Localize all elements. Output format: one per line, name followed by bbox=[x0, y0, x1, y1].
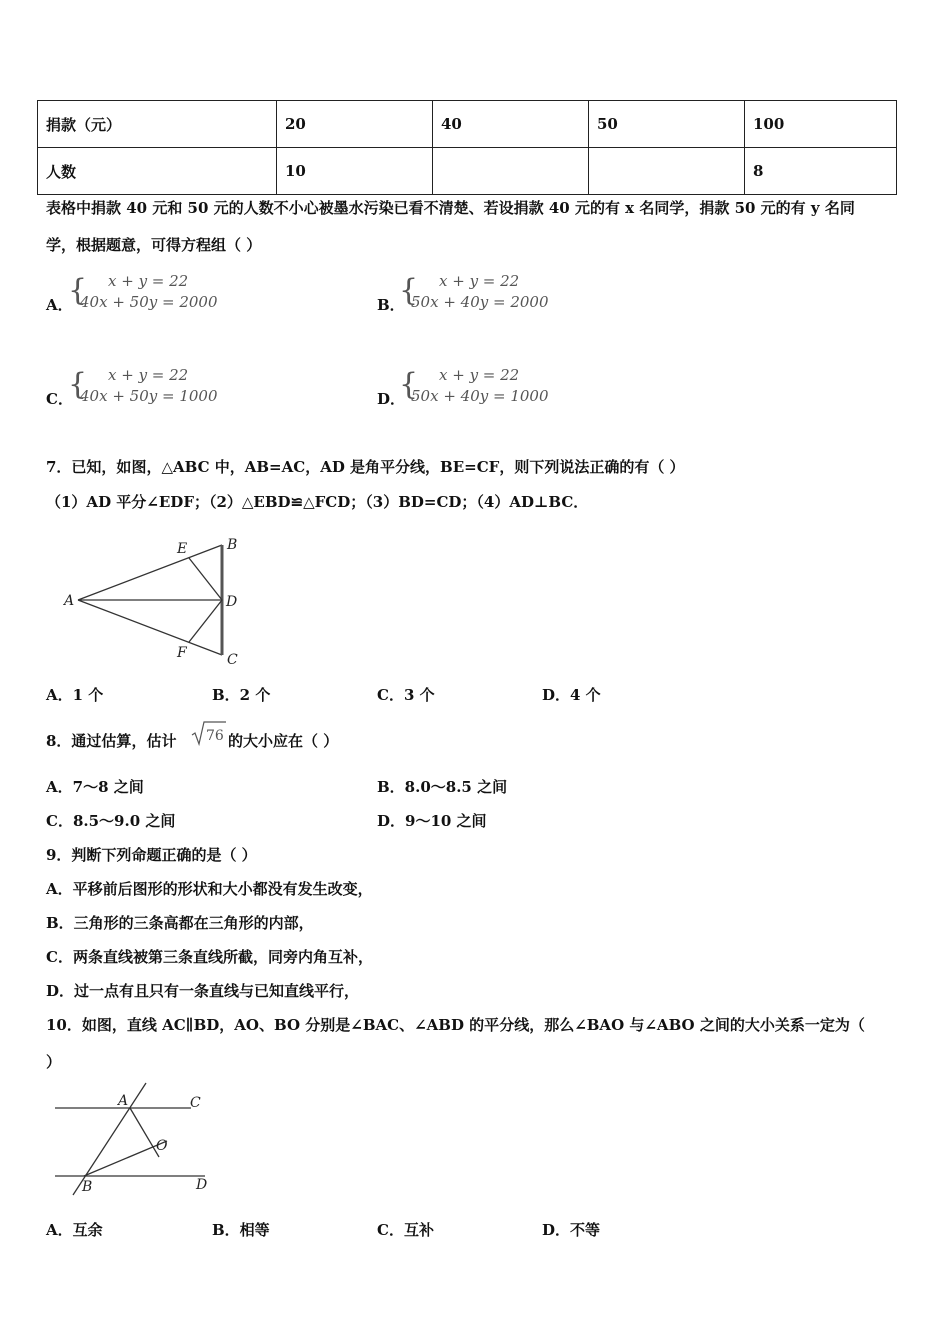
table-cell: 40 bbox=[433, 101, 589, 148]
q6-option-a-eq2: 40x + 50y = 2000 bbox=[80, 293, 218, 311]
q6-option-c-eq1: x + y = 22 bbox=[108, 366, 189, 384]
q6-option-b-eq2: 50x + 40y = 2000 bbox=[411, 293, 549, 311]
label-e: E bbox=[177, 541, 188, 557]
radicand: 76 bbox=[206, 728, 224, 744]
q10-option-c: C．互补 bbox=[377, 1221, 434, 1239]
brace-icon: { bbox=[68, 367, 88, 402]
q8-option-c: C．8.5～9.0 之间 bbox=[46, 812, 176, 830]
q6-stem-line2: 学，根据题意，可得方程组（ ） bbox=[46, 236, 262, 254]
q7-option-c: C．3 个 bbox=[377, 686, 435, 704]
q9-option-a: A．平移前后图形的形状和大小都没有发生改变， bbox=[46, 880, 373, 898]
q9-option-b: B．三角形的三条高都在三角形的内部， bbox=[46, 914, 314, 932]
q6-option-d-eq2: 50x + 40y = 1000 bbox=[411, 387, 549, 405]
q6-option-b-label: B． bbox=[377, 296, 405, 314]
label-d: D bbox=[226, 594, 238, 610]
q10-option-d: D．不等 bbox=[542, 1221, 601, 1239]
q6-option-b-eq1: x + y = 22 bbox=[439, 272, 520, 290]
q10-stem-line1: 10．如图，直线 AC∥BD，AO、BO 分别是∠BAC、∠ABD 的平分线，那么∠BAO 与∠ABO 之间的大小关系一定为（ bbox=[46, 1016, 865, 1034]
q7-option-d: D．4 个 bbox=[542, 686, 601, 704]
table-cell bbox=[433, 148, 589, 195]
table-cell: 捐款（元） bbox=[38, 101, 277, 148]
q10-option-a: A．互余 bbox=[46, 1221, 103, 1239]
q7-statements: （1）AD 平分∠EDF；（2）△EBD≌△FCD；（3）BD=CD；（4）AD⊥BC． bbox=[46, 493, 589, 511]
q6-option-d-label: D． bbox=[377, 390, 406, 408]
label-o: O bbox=[156, 1138, 168, 1154]
q6-option-c-eq2: 40x + 50y = 1000 bbox=[80, 387, 218, 405]
label-c: C bbox=[190, 1095, 201, 1111]
table-cell: 100 bbox=[745, 101, 897, 148]
label-a: A bbox=[118, 1093, 129, 1109]
table-row bbox=[38, 148, 897, 195]
table-cell: 人数 bbox=[38, 148, 277, 195]
q10-parallel-lines-figure bbox=[45, 1078, 220, 1203]
q8-option-a: A．7～8 之间 bbox=[46, 778, 144, 796]
label-c: C bbox=[227, 652, 238, 668]
label-b: B bbox=[82, 1179, 93, 1195]
sqrt-icon bbox=[191, 720, 227, 748]
q8-option-d: D．9～10 之间 bbox=[377, 812, 487, 830]
label-a: A bbox=[64, 593, 75, 609]
q7-option-a: A．1 个 bbox=[46, 686, 104, 704]
q8-option-b: B．8.0～8.5 之间 bbox=[377, 778, 508, 796]
q6-option-a-eq1: x + y = 22 bbox=[108, 272, 189, 290]
label-b: B bbox=[227, 537, 238, 553]
brace-icon: { bbox=[68, 273, 88, 308]
q7-option-b: B．2 个 bbox=[212, 686, 271, 704]
table-cell bbox=[589, 148, 745, 195]
q9-option-c: C．两条直线被第三条直线所截，同旁内角互补， bbox=[46, 948, 373, 966]
q7-triangle-figure bbox=[55, 532, 255, 672]
q9-option-d: D．过一点有且只有一条直线与已知直线平行， bbox=[46, 982, 360, 1000]
q10-stem-line2: ） bbox=[46, 1053, 62, 1071]
q6-stem-line1: 表格中捐款 40 元和 50 元的人数不小心被墨水污染已看不清楚、若设捐款 40 元的有 x 名同学，捐款 50 元的有 y 名同 bbox=[46, 199, 855, 217]
donation-table bbox=[37, 100, 897, 195]
q9-stem: 9．判断下列命题正确的是（ ） bbox=[46, 846, 257, 864]
q7-stem: 7．已知，如图，△ABC 中，AB=AC，AD 是角平分线，BE=CF，则下列说法正确的有（ ） bbox=[46, 458, 685, 476]
table-cell: 8 bbox=[745, 148, 897, 195]
q10-option-b: B．相等 bbox=[212, 1221, 270, 1239]
table-row bbox=[38, 101, 897, 148]
q8-stem-prefix: 8．通过估算，估计 bbox=[46, 732, 177, 750]
table-cell: 50 bbox=[589, 101, 745, 148]
q8-stem-suffix: 的大小应在（ ） bbox=[228, 732, 339, 750]
brace-icon: { bbox=[399, 273, 419, 308]
table-cell: 10 bbox=[277, 148, 433, 195]
table-cell: 20 bbox=[277, 101, 433, 148]
q6-option-c-label: C． bbox=[46, 390, 73, 408]
brace-icon: { bbox=[399, 367, 419, 402]
q6-option-a-label: A． bbox=[46, 296, 73, 314]
q6-option-d-eq1: x + y = 22 bbox=[439, 366, 520, 384]
label-d: D bbox=[196, 1177, 208, 1193]
label-f: F bbox=[177, 645, 187, 661]
